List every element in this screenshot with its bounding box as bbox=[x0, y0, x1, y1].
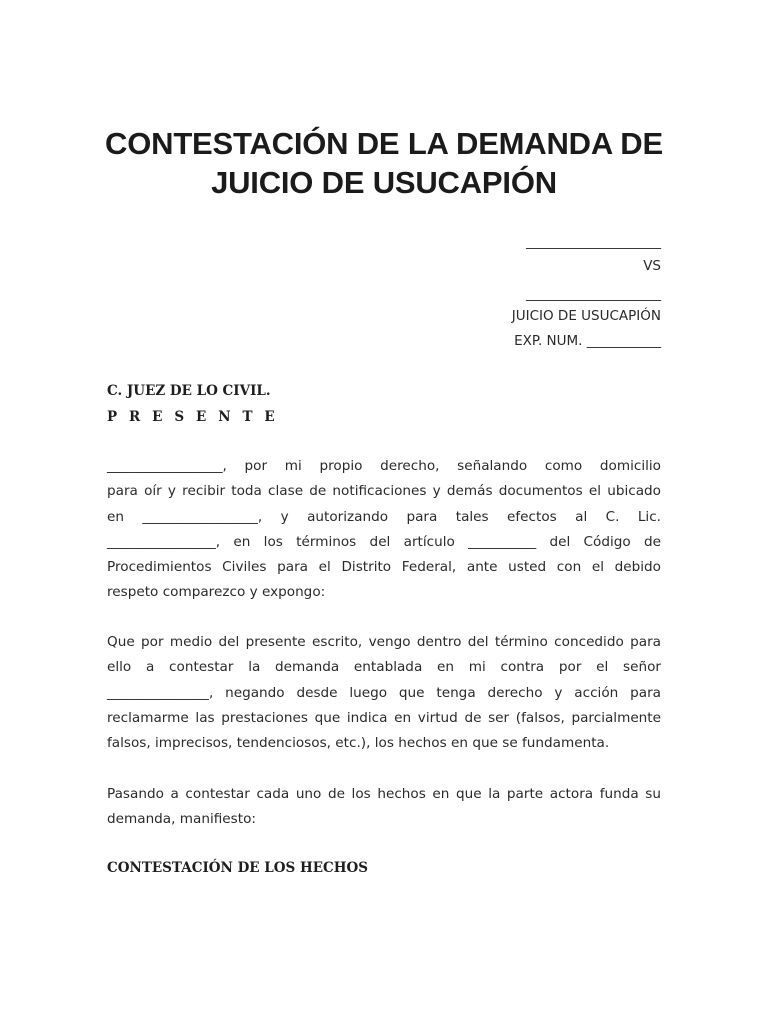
paragraph-line: Pasando a contestar cada uno de los hechos en que la parte actora funda su bbox=[107, 786, 661, 802]
paragraph-line: ________________, en los términos del artículo __________ del Código de bbox=[107, 533, 661, 550]
paragraph-response bbox=[107, 630, 661, 756]
versus-label: VS bbox=[643, 258, 661, 274]
file-number-label: EXP. NUM. ___________ bbox=[514, 333, 661, 349]
paragraph-line: para oír y recibir toda clase de notificaciones y demás documentos el ubicado bbox=[107, 483, 661, 500]
paragraph-line: Que por medio del presente escrito, vengo dentro del término concedido para bbox=[107, 634, 661, 650]
addressee-judge: C. JUEZ DE LO CIVIL. bbox=[107, 383, 271, 399]
paragraph-line: _________________, por mi propio derecho, señalando como domicilio bbox=[107, 458, 661, 474]
case-type-label: JUICIO DE USUCAPIÓN bbox=[511, 308, 661, 324]
section-heading: CONTESTACIÓN DE LOS HECHOS bbox=[107, 860, 369, 876]
addressee-presente: P R E S E N T E bbox=[107, 409, 279, 425]
paragraph-line: en _________________, y autorizando para tales efectos al C. Lic. bbox=[107, 508, 661, 525]
paragraph-transition bbox=[107, 782, 661, 833]
plaintiff-blank: ____________________ bbox=[526, 234, 661, 250]
paragraph-line: falsos, imprecisos, tendenciosos, etc.), los hechos en que se fundamenta. bbox=[107, 735, 610, 752]
paragraph-line: _______________, negando desde luego que tenga derecho y acción para bbox=[107, 684, 661, 701]
paragraph-line: reclamarme las prestaciones que indica en virtud de ser (falsos, parcialmente bbox=[107, 709, 661, 726]
title-line-2: JUICIO DE USUCAPIÓN bbox=[211, 165, 557, 200]
title-line-1: CONTESTACIÓN DE LA DEMANDA DE bbox=[105, 126, 663, 161]
paragraph-line: demanda, manifiesto: bbox=[107, 811, 256, 828]
paragraph-line: ello a contestar la demanda entablada en mi contra por el señor bbox=[107, 659, 661, 676]
paragraph-line: respeto comparezco y expongo: bbox=[107, 584, 326, 601]
paragraph-line: Procedimientos Civiles para el Distrito Federal, ante usted con el debido bbox=[107, 559, 661, 576]
paragraph-intro bbox=[107, 454, 661, 606]
document-title bbox=[60, 124, 708, 202]
defendant-blank: ____________________ bbox=[526, 286, 661, 302]
